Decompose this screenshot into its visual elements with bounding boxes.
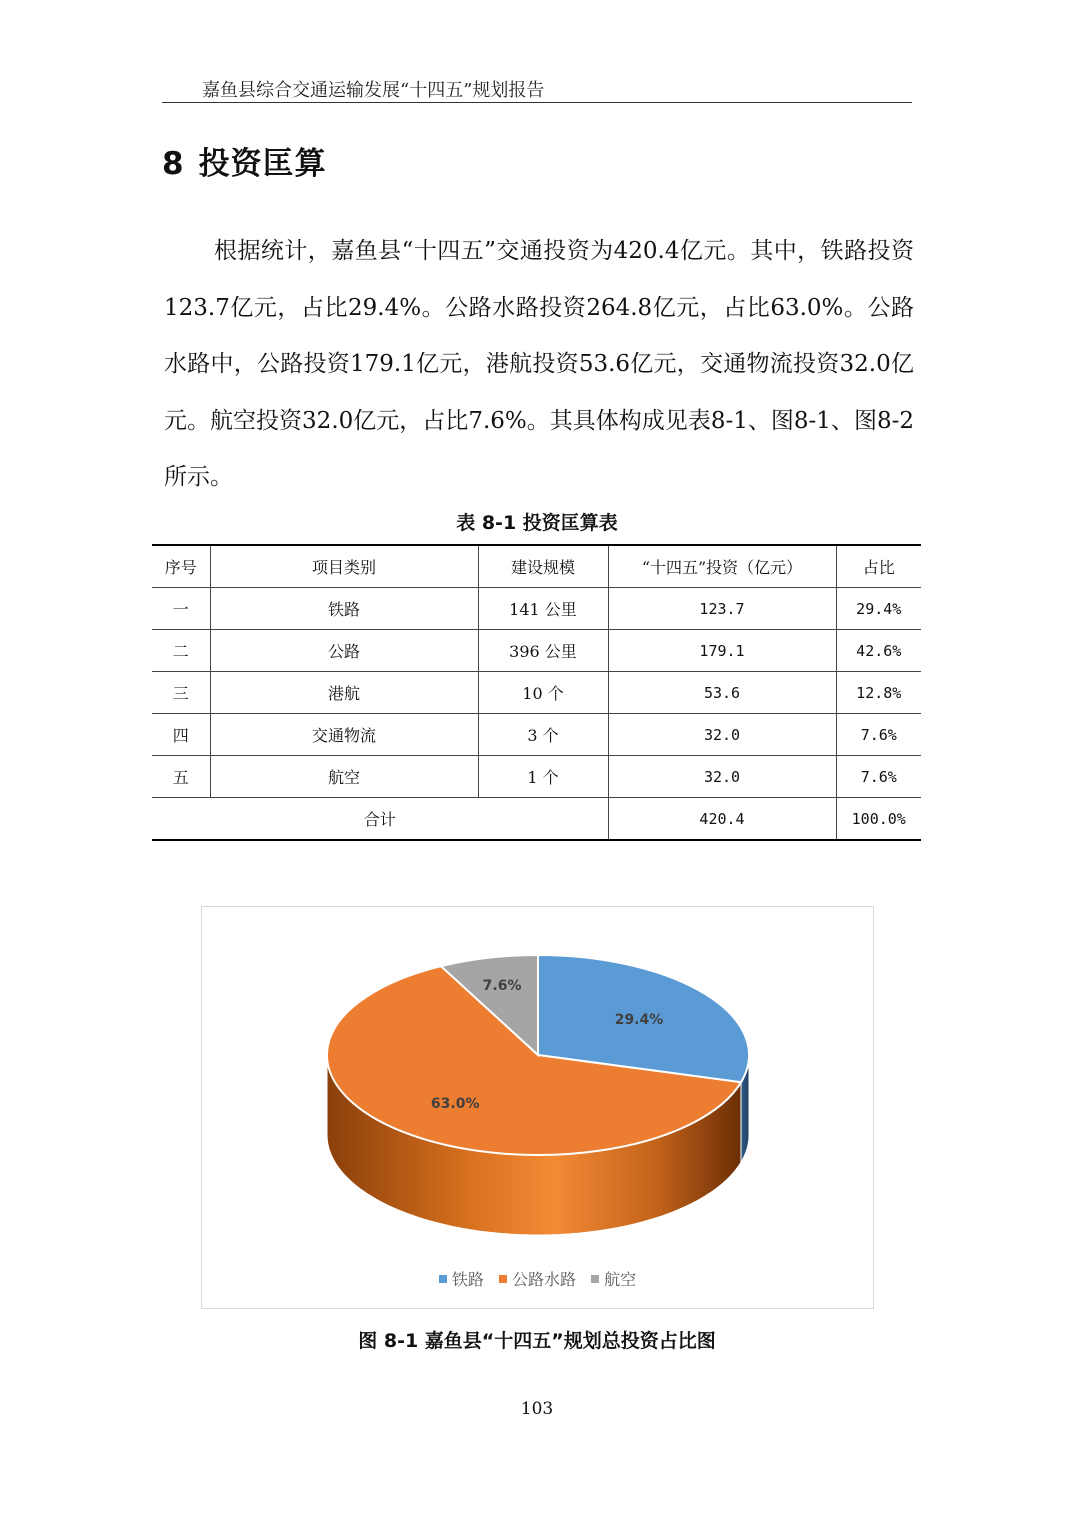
table-row — [152, 714, 921, 756]
table-total-share: 100.0% — [836, 798, 921, 841]
table-header-cell: 项目类别 — [210, 545, 478, 588]
table-cell-investment: 32.0 — [608, 714, 836, 756]
budget-table — [152, 544, 921, 841]
figure-caption: 图 8-1 嘉鱼县“十四五”规划总投资占比图 — [358, 1330, 716, 1352]
table-cell-share: 29.4% — [836, 588, 921, 630]
table-cell-category: 公路 — [210, 630, 478, 672]
legend-label: 航空 — [604, 1270, 637, 1289]
page-header — [162, 76, 912, 103]
table-row — [152, 588, 921, 630]
table-row — [152, 672, 921, 714]
section-heading — [162, 138, 327, 183]
table-cell-investment: 179.1 — [608, 630, 836, 672]
table-cell-category: 铁路 — [210, 588, 478, 630]
table-row — [152, 630, 921, 672]
table-cell-category: 港航 — [210, 672, 478, 714]
table-cell-index: 二 — [152, 630, 210, 672]
pie-data-label-road-water: 63.0% — [430, 1096, 480, 1112]
legend-label: 公路水路 — [511, 1270, 576, 1289]
table-cell-category: 交通物流 — [210, 714, 478, 756]
table-cell-scale: 1 个 — [478, 756, 608, 798]
section-title: 投资匡算 — [198, 146, 327, 182]
table-cell-scale: 141 公里 — [478, 588, 608, 630]
table-caption: 表 8-1 投资匡算表 — [456, 512, 618, 534]
legend-swatch — [499, 1275, 507, 1283]
table-cell-scale: 396 公里 — [478, 630, 608, 672]
legend-swatch — [591, 1275, 599, 1283]
table-header-cell: 序号 — [152, 545, 210, 588]
legend-item — [439, 1267, 484, 1290]
table-cell-scale: 3 个 — [478, 714, 608, 756]
legend-item — [591, 1267, 636, 1290]
chart-legend — [202, 1267, 873, 1290]
table-cell-share: 7.6% — [836, 756, 921, 798]
legend-item — [499, 1267, 576, 1290]
page-number: 103 — [520, 1399, 554, 1419]
pie-chart-container — [201, 906, 874, 1309]
table-cell-investment: 123.7 — [608, 588, 836, 630]
table-cell-investment: 53.6 — [608, 672, 836, 714]
table-total-row — [152, 798, 921, 841]
table-cell-index: 五 — [152, 756, 210, 798]
legend-swatch — [439, 1275, 447, 1283]
table-header-cell: “十四五”投资（亿元） — [608, 545, 836, 588]
table-cell-share: 42.6% — [836, 630, 921, 672]
table-total-label: 合计 — [152, 798, 608, 841]
table-cell-scale: 10 个 — [478, 672, 608, 714]
table-cell-category: 航空 — [210, 756, 478, 798]
pie-data-label-aviation: 7.6% — [482, 978, 522, 994]
pie-chart — [202, 907, 873, 1267]
pie-data-label-rail: 29.4% — [614, 1011, 664, 1028]
table-total-investment: 420.4 — [608, 798, 836, 841]
table-cell-index: 四 — [152, 714, 210, 756]
table-cell-index: 三 — [152, 672, 210, 714]
table-header-cell: 建设规模 — [478, 545, 608, 588]
body-paragraph: 根据统计，嘉鱼县“十四五”交通投资为420.4亿元。其中，铁路投资123.7亿元，占比29.4%。公路水路投资264.8亿元，占比63.0%。公路水路中，公路投资179.1亿元，港航投资53.6亿元，交通物流投资32.0亿元。航空投资32.0亿元，占比7.6%。其具体构成见表8-1、图8-1、图8-2所示。 — [164, 238, 914, 490]
section-number: 8 — [162, 146, 185, 182]
table-cell-share: 12.8% — [836, 672, 921, 714]
header-title: 嘉鱼县综合交通运输发展“十四五”规划报告 — [202, 80, 545, 101]
legend-label: 铁路 — [451, 1270, 484, 1289]
table-header-row — [152, 545, 921, 588]
table-row — [152, 756, 921, 798]
table-cell-index: 一 — [152, 588, 210, 630]
table-cell-share: 7.6% — [836, 714, 921, 756]
table-cell-investment: 32.0 — [608, 756, 836, 798]
table-header-cell: 占比 — [836, 545, 921, 588]
